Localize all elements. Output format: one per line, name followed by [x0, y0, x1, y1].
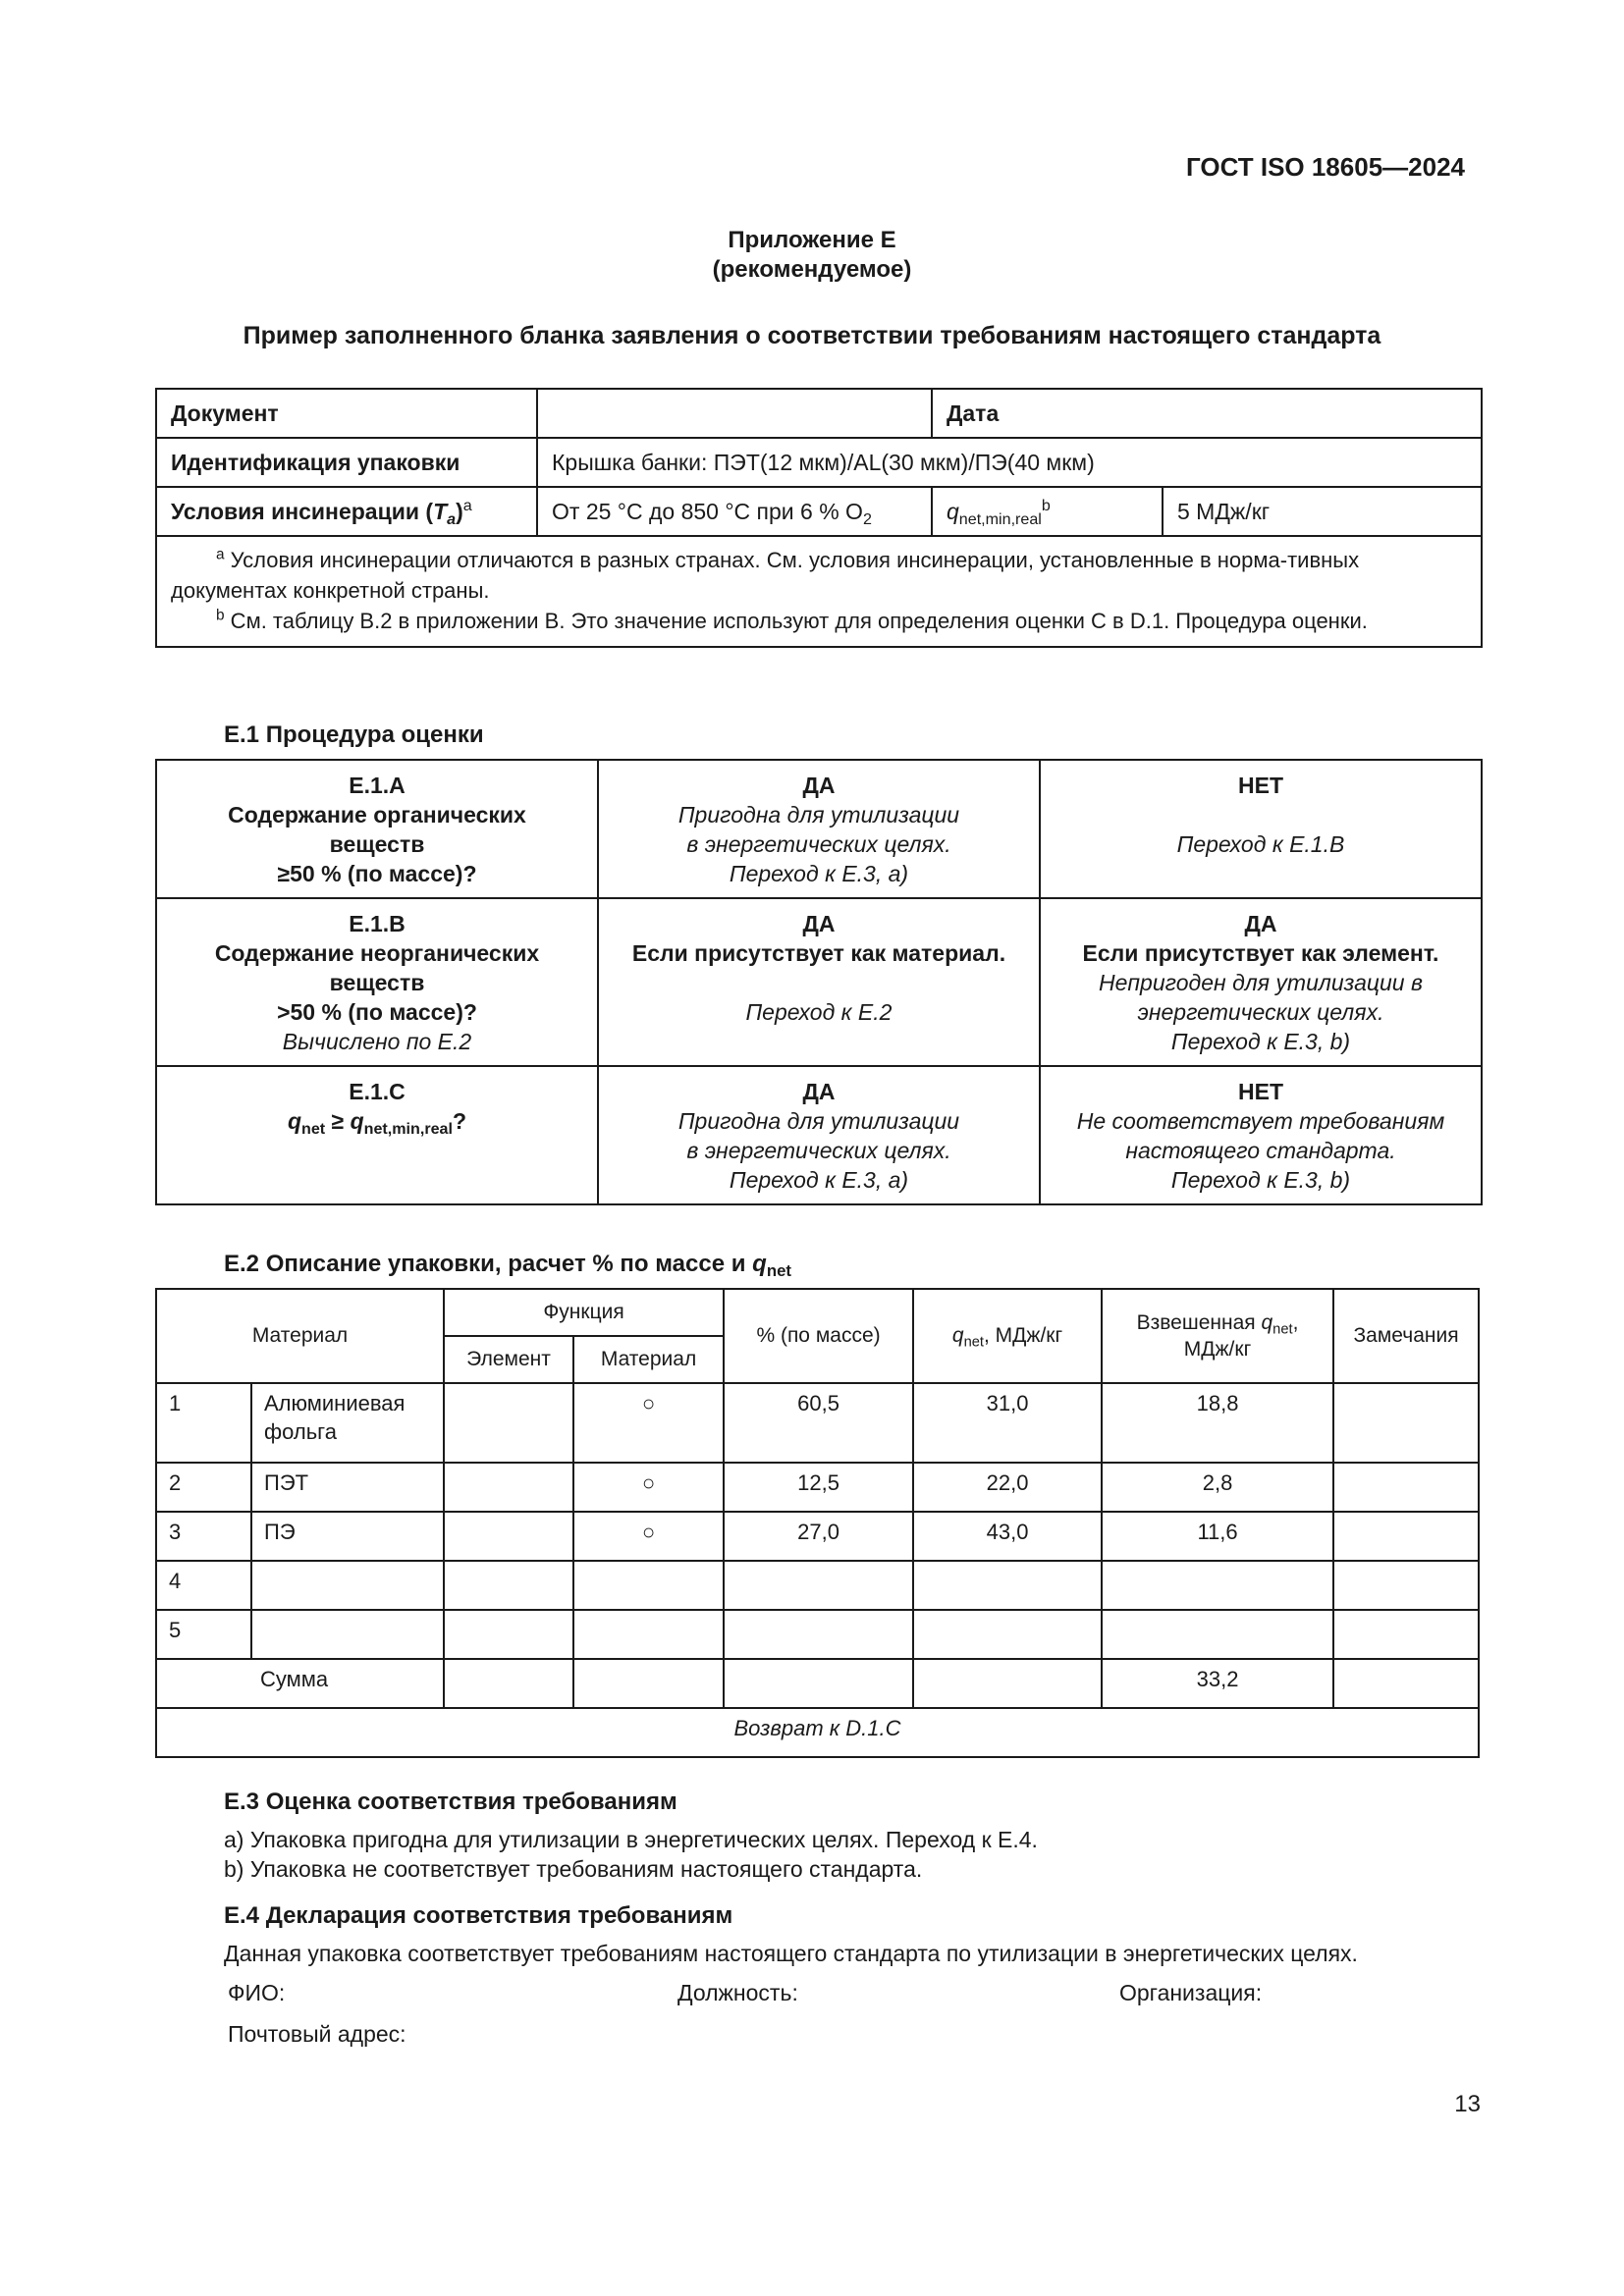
- row-c-q-right-sub: net,min,real: [363, 1119, 453, 1138]
- row-b-q-line1: Содержание неорганических: [214, 940, 540, 966]
- row-c-no-line1: Не соответствует требованиям: [1076, 1108, 1445, 1134]
- row-b-no-head: ДА: [1244, 911, 1277, 936]
- info-row-packaging-id: [156, 438, 1482, 487]
- info-row-incineration: [156, 487, 1482, 536]
- row-num: 2: [156, 1463, 251, 1512]
- row-b-no: [1040, 898, 1482, 1066]
- col-qnet-header: [913, 1289, 1102, 1383]
- row-c-q-left: q: [287, 1108, 302, 1134]
- row-c-no-head: НЕТ: [1238, 1079, 1283, 1104]
- row-weighted: [1102, 1610, 1333, 1659]
- row-c-yes-line2: в энергетических целях.: [686, 1138, 951, 1163]
- row-num: 4: [156, 1561, 251, 1610]
- row-material-name: Алюминиевая фольга: [251, 1383, 444, 1463]
- row-b-yes-head: ДА: [802, 911, 836, 936]
- section-e3-heading: Е.3 Оценка соответствия требованиям: [224, 1789, 677, 1815]
- row-b-q-line2: веществ: [329, 970, 425, 995]
- document-value: [537, 389, 932, 438]
- note-b-mark: b: [216, 607, 225, 624]
- row-c-yes-line3: Переход к Е.3, а): [729, 1167, 909, 1193]
- incineration-note-mark: a: [462, 497, 472, 515]
- row-element: [444, 1463, 573, 1512]
- row-c-q-right: q: [350, 1108, 364, 1134]
- section-e4-heading: Е.4 Декларация соответствия требованиям: [224, 1902, 733, 1929]
- document-label: Документ: [156, 389, 537, 438]
- row-c-q-op: ≥: [325, 1108, 351, 1134]
- date-label: Дата: [932, 389, 1482, 438]
- row-element: [444, 1561, 573, 1610]
- col-element-header: Элемент: [444, 1336, 573, 1383]
- return-text: Возврат к D.1.C: [156, 1708, 1479, 1757]
- col-weighted-q: q: [1261, 1310, 1273, 1334]
- table-row: [156, 1512, 1479, 1561]
- col-qnet-q: q: [951, 1324, 964, 1348]
- row-a-no-head: НЕТ: [1238, 773, 1283, 798]
- procedure-row-c: [156, 1066, 1482, 1204]
- row-a-yes-line3: Переход к Е.3, а): [729, 861, 909, 886]
- row-b-yes-line1: Переход к Е.2: [745, 999, 893, 1025]
- incineration-label: [156, 487, 537, 536]
- row-b-code: Е.1.В: [349, 911, 406, 936]
- declaration-info-table: [155, 388, 1483, 648]
- note-b: [171, 606, 1467, 636]
- row-mass: 60,5: [724, 1383, 913, 1463]
- packaging-description-table: [155, 1288, 1480, 1758]
- page-title: Пример заполненного бланка заявления о соответствии требованиям настоящего стандарта: [243, 322, 1381, 349]
- row-weighted: [1102, 1561, 1333, 1610]
- info-row-notes: [156, 536, 1482, 647]
- row-qnet: [913, 1610, 1102, 1659]
- incineration-symbol-sub: a: [447, 509, 457, 528]
- table-row: [156, 1561, 1479, 1610]
- col-weighted-unit: МДж/кг: [1183, 1338, 1252, 1361]
- row-c-yes: [598, 1066, 1040, 1204]
- row-c-code: Е.1.С: [349, 1079, 406, 1104]
- qnet-min-real-label: [932, 487, 1163, 536]
- note-a-text: Условия инсинерации отличаются в разных странах. См. условия инсинерации, установленные в норма-тивных документах конкретной страны.: [171, 548, 1360, 603]
- table-row: [156, 1463, 1479, 1512]
- sum-material: [573, 1659, 724, 1708]
- row-qnet: 43,0: [913, 1512, 1102, 1561]
- row-a-yes: [598, 760, 1040, 898]
- note-b-text: См. таблицу В.2 в приложении В. Это значение используют для определения оценки С в D.1. Процедура оценки.: [224, 609, 1368, 633]
- row-element: [444, 1610, 573, 1659]
- row-a-no: [1040, 760, 1482, 898]
- postal-address-label: Почтовый адрес:: [228, 2021, 406, 2047]
- row-a-question: [156, 760, 598, 898]
- row-b-q-line3: >50 % (по массе)?: [277, 999, 477, 1025]
- row-remarks: [1333, 1561, 1479, 1610]
- document-code: ГОСТ ISO 18605—2024: [1185, 152, 1465, 182]
- annex-heading: [0, 226, 1624, 285]
- col-qnet-sub: net: [963, 1334, 985, 1351]
- row-material-name: ПЭТ: [251, 1463, 444, 1512]
- row-material-mark: ○: [573, 1463, 724, 1512]
- incineration-value: [537, 487, 932, 536]
- annex-status: (рекомендуемое): [712, 256, 912, 283]
- info-row-document: [156, 389, 1482, 438]
- section-e1-heading: Е.1 Процедура оценки: [224, 721, 484, 748]
- row-material-mark: [573, 1610, 724, 1659]
- row-material-name: [251, 1561, 444, 1610]
- row-a-code: Е.1.А: [349, 773, 406, 798]
- row-qnet: 22,0: [913, 1463, 1102, 1512]
- row-element: [444, 1512, 573, 1561]
- row-c-no-line2: настоящего стандарта.: [1125, 1138, 1396, 1163]
- row-remarks: [1333, 1610, 1479, 1659]
- incineration-value-text: От 25 °С до 850 °С при 6 % О: [552, 499, 863, 525]
- declaration-text: Данная упаковка соответствует требованиям настоящего стандарта по утилизации в энергетических целях.: [224, 1941, 1358, 1966]
- note-a: [171, 545, 1467, 606]
- row-b-no-line2: энергетических целях.: [1137, 999, 1384, 1025]
- qnet-note-mark: b: [1041, 497, 1051, 515]
- row-a-yes-line1: Пригодна для утилизации: [677, 802, 960, 828]
- row-material-mark: ○: [573, 1512, 724, 1561]
- sum-label: Сумма: [156, 1659, 444, 1708]
- row-material-mark: ○: [573, 1383, 724, 1463]
- packaging-id-label: Идентификация упаковки: [156, 438, 537, 487]
- section-e3-item-a: а) Упаковка пригодна для утилизации в энергетических целях. Переход к Е.4.: [224, 1827, 1038, 1852]
- col-weighted-comma: ,: [1292, 1310, 1299, 1334]
- row-remarks: [1333, 1463, 1479, 1512]
- incineration-symbol: T: [433, 499, 448, 525]
- section-e2-heading-text: Е.2 Описание упаковки, расчет % по массе и: [224, 1251, 753, 1277]
- row-remarks: [1333, 1383, 1479, 1463]
- row-num: 1: [156, 1383, 251, 1463]
- row-c-no-line3: Переход к Е.3, b): [1170, 1167, 1351, 1193]
- assessment-procedure-table: [155, 759, 1483, 1205]
- row-weighted: 11,6: [1102, 1512, 1333, 1561]
- qnet-symbol: q: [947, 499, 959, 525]
- table-header-row1: [156, 1289, 1479, 1336]
- row-b-question: [156, 898, 598, 1066]
- return-row: [156, 1708, 1479, 1757]
- row-material-mark: [573, 1561, 724, 1610]
- table-row: [156, 1383, 1479, 1463]
- page-number: 13: [1454, 2091, 1481, 2117]
- position-label: Должность:: [677, 1980, 798, 2005]
- col-mass-header: % (по массе): [724, 1289, 913, 1383]
- section-e3-item-b: b) Упаковка не соответствует требованиям настоящего стандарта.: [224, 1856, 923, 1882]
- row-a-q-line3: ≥50 % (по массе)?: [277, 861, 477, 886]
- row-num: 5: [156, 1610, 251, 1659]
- col-weighted-header: [1102, 1289, 1333, 1383]
- col-remarks-header: Замечания: [1333, 1289, 1479, 1383]
- row-weighted: 18,8: [1102, 1383, 1333, 1463]
- note-a-mark: a: [216, 546, 225, 563]
- row-qnet: 31,0: [913, 1383, 1102, 1463]
- row-mass: [724, 1561, 913, 1610]
- col-qnet-unit: , МДж/кг: [984, 1324, 1063, 1348]
- col-material-header: Материал: [156, 1289, 444, 1383]
- row-material-name: ПЭ: [251, 1512, 444, 1561]
- section-e2-heading-q-sub: net: [766, 1261, 791, 1281]
- col-function-header: Функция: [444, 1289, 724, 1336]
- procedure-row-a: [156, 760, 1482, 898]
- sum-row: [156, 1659, 1479, 1708]
- row-b-no-sub: Если присутствует как элемент.: [1082, 940, 1439, 966]
- row-material-name: [251, 1610, 444, 1659]
- table-row: [156, 1610, 1479, 1659]
- row-b-q-line4: Вычислено по Е.2: [282, 1029, 472, 1054]
- row-a-yes-line2: в энергетических целях.: [686, 831, 951, 857]
- row-num: 3: [156, 1512, 251, 1561]
- qnet-sub: net,min,real: [958, 509, 1042, 528]
- row-c-question: [156, 1066, 598, 1204]
- row-c-q-left-sub: net: [301, 1119, 326, 1138]
- incineration-close: ): [456, 499, 463, 525]
- incineration-label-text: Условия инсинерации (: [171, 499, 434, 525]
- sum-qnet: [913, 1659, 1102, 1708]
- row-c-q-end: ?: [452, 1108, 467, 1134]
- row-remarks: [1333, 1512, 1479, 1561]
- col-weighted-text: Взвешенная: [1136, 1310, 1262, 1334]
- row-c-yes-line1: Пригодна для утилизации: [677, 1108, 960, 1134]
- row-c-no: [1040, 1066, 1482, 1204]
- sum-element: [444, 1659, 573, 1708]
- incineration-value-sub: 2: [862, 509, 872, 528]
- fio-label: ФИО:: [228, 1980, 286, 2005]
- sum-remarks: [1333, 1659, 1479, 1708]
- row-qnet: [913, 1561, 1102, 1610]
- info-notes: [156, 536, 1482, 647]
- section-e2-heading-q: q: [752, 1251, 767, 1277]
- sum-value: 33,2: [1102, 1659, 1333, 1708]
- row-c-yes-head: ДА: [802, 1079, 836, 1104]
- sum-mass: [724, 1659, 913, 1708]
- procedure-row-b: [156, 898, 1482, 1066]
- row-mass: 12,5: [724, 1463, 913, 1512]
- row-c-formula: [165, 1106, 589, 1136]
- row-b-yes-sub: Если присутствует как материал.: [631, 940, 1006, 966]
- annex-title: Приложение Е: [728, 227, 896, 253]
- row-a-no-line1: Переход к Е.1.В: [1176, 831, 1345, 857]
- row-a-q-line1: Содержание органических: [228, 802, 526, 828]
- row-mass: [724, 1610, 913, 1659]
- organization-label: Организация:: [1119, 1980, 1263, 2005]
- row-a-q-line2: веществ: [329, 831, 425, 857]
- row-weighted: 2,8: [1102, 1463, 1333, 1512]
- row-b-yes: [598, 898, 1040, 1066]
- col-material2-header: Материал: [573, 1336, 724, 1383]
- col-weighted-sub: net: [1272, 1321, 1293, 1338]
- row-element: [444, 1383, 573, 1463]
- qnet-min-real-value: 5 МДж/кг: [1163, 487, 1482, 536]
- row-a-yes-head: ДА: [802, 773, 836, 798]
- section-e2-heading: [224, 1249, 791, 1279]
- row-b-no-line3: Переход к Е.3, b): [1170, 1029, 1351, 1054]
- packaging-id-value: Крышка банки: ПЭТ(12 мкм)/AL(30 мкм)/ПЭ(40 мкм): [537, 438, 1482, 487]
- row-mass: 27,0: [724, 1512, 913, 1561]
- row-b-no-line1: Непригоден для утилизации в: [1099, 970, 1423, 995]
